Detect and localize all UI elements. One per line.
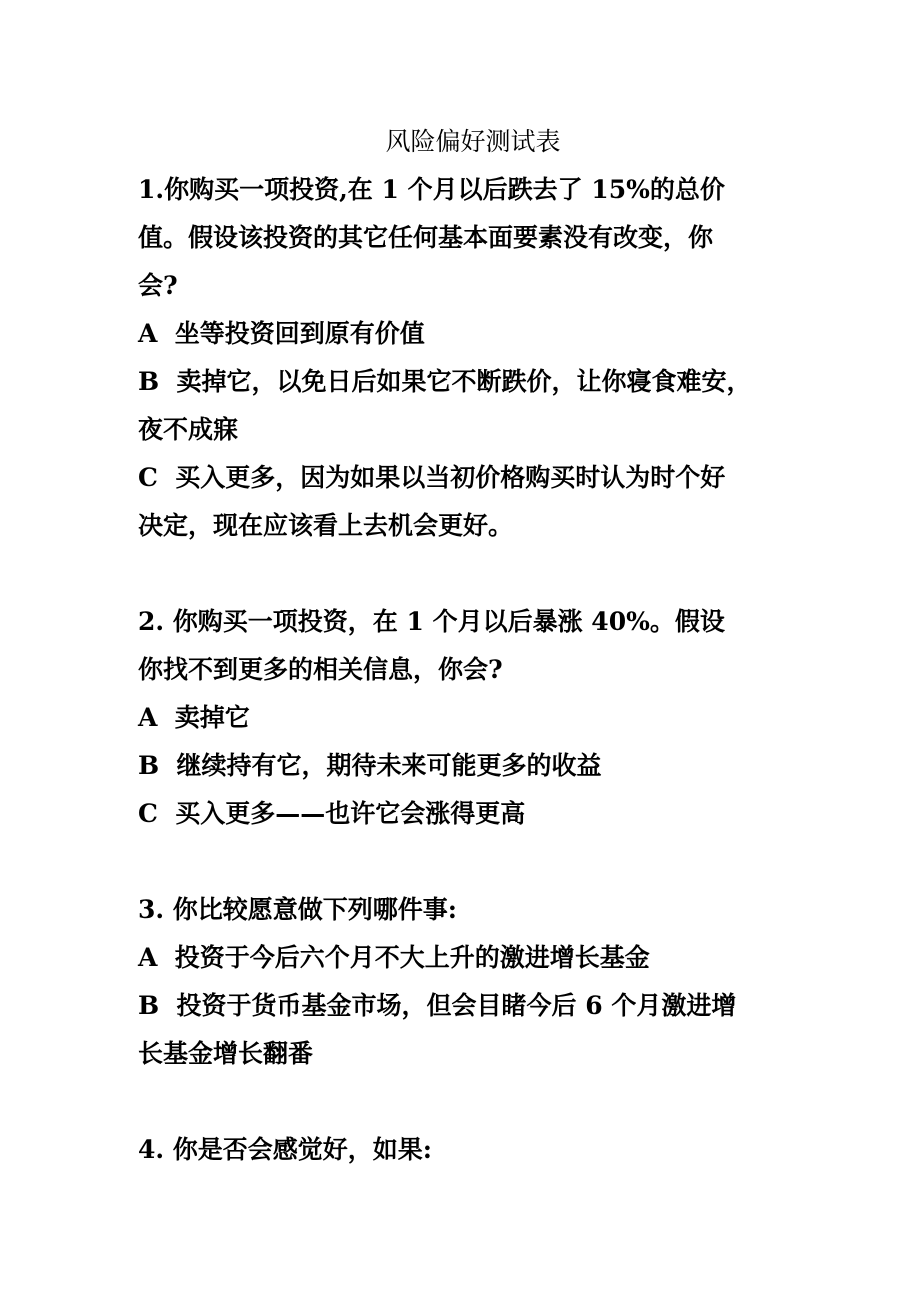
q1-option-b-line-1: B 卖掉它，以免日后如果它不断跌价，让你寝食难安， bbox=[138, 367, 752, 396]
q2-option-c: C 买入更多——也许它会涨得更高 bbox=[138, 799, 526, 828]
document-page bbox=[138, 118, 798, 1174]
q1-option-c-line-1: C 买入更多，因为如果以当初价格购买时认为时个好 bbox=[138, 463, 726, 492]
q2-question-line-1: 2. 你购买一项投资，在 1 个月以后暴涨 40%。假设 bbox=[138, 607, 725, 636]
q3-question: 3. 你比较愿意做下列哪件事: bbox=[138, 895, 458, 924]
q4-question: 4. 你是否会感觉好，如果: bbox=[138, 1135, 433, 1164]
paragraph-spacer bbox=[138, 1078, 798, 1126]
q1-question-line-3: 会? bbox=[138, 271, 178, 300]
q2-option-b: B 继续持有它，期待未来可能更多的收益 bbox=[138, 751, 602, 780]
q1-question-line-1: 1.你购买一项投资,在 1 个月以后跌去了 15%的总价 bbox=[138, 175, 725, 204]
q3-option-b-line-2: 长基金增长翻番 bbox=[138, 1039, 314, 1068]
paragraph-spacer bbox=[138, 838, 798, 886]
q2-option-a: A 卖掉它 bbox=[138, 703, 250, 732]
q1-option-c-line-2: 决定，现在应该看上去机会更好。 bbox=[138, 511, 514, 540]
q1-question-line-2: 值。假设该投资的其它任何基本面要素没有改变，你 bbox=[138, 223, 714, 252]
paragraph-spacer bbox=[138, 550, 798, 598]
document-title: 风险偏好测试表 bbox=[385, 127, 561, 156]
q3-option-a: A 投资于今后六个月不大上升的激进增长基金 bbox=[138, 943, 650, 972]
q1-option-b-line-2: 夜不成寐 bbox=[138, 415, 239, 444]
q3-option-b-line-1: B 投资于货币基金市场，但会目睹今后 6 个月激进增 bbox=[138, 991, 737, 1020]
q2-question-line-2: 你找不到更多的相关信息，你会? bbox=[138, 655, 503, 684]
document-body bbox=[138, 166, 798, 1174]
q1-option-a: A 坐等投资回到原有价值 bbox=[138, 319, 425, 348]
